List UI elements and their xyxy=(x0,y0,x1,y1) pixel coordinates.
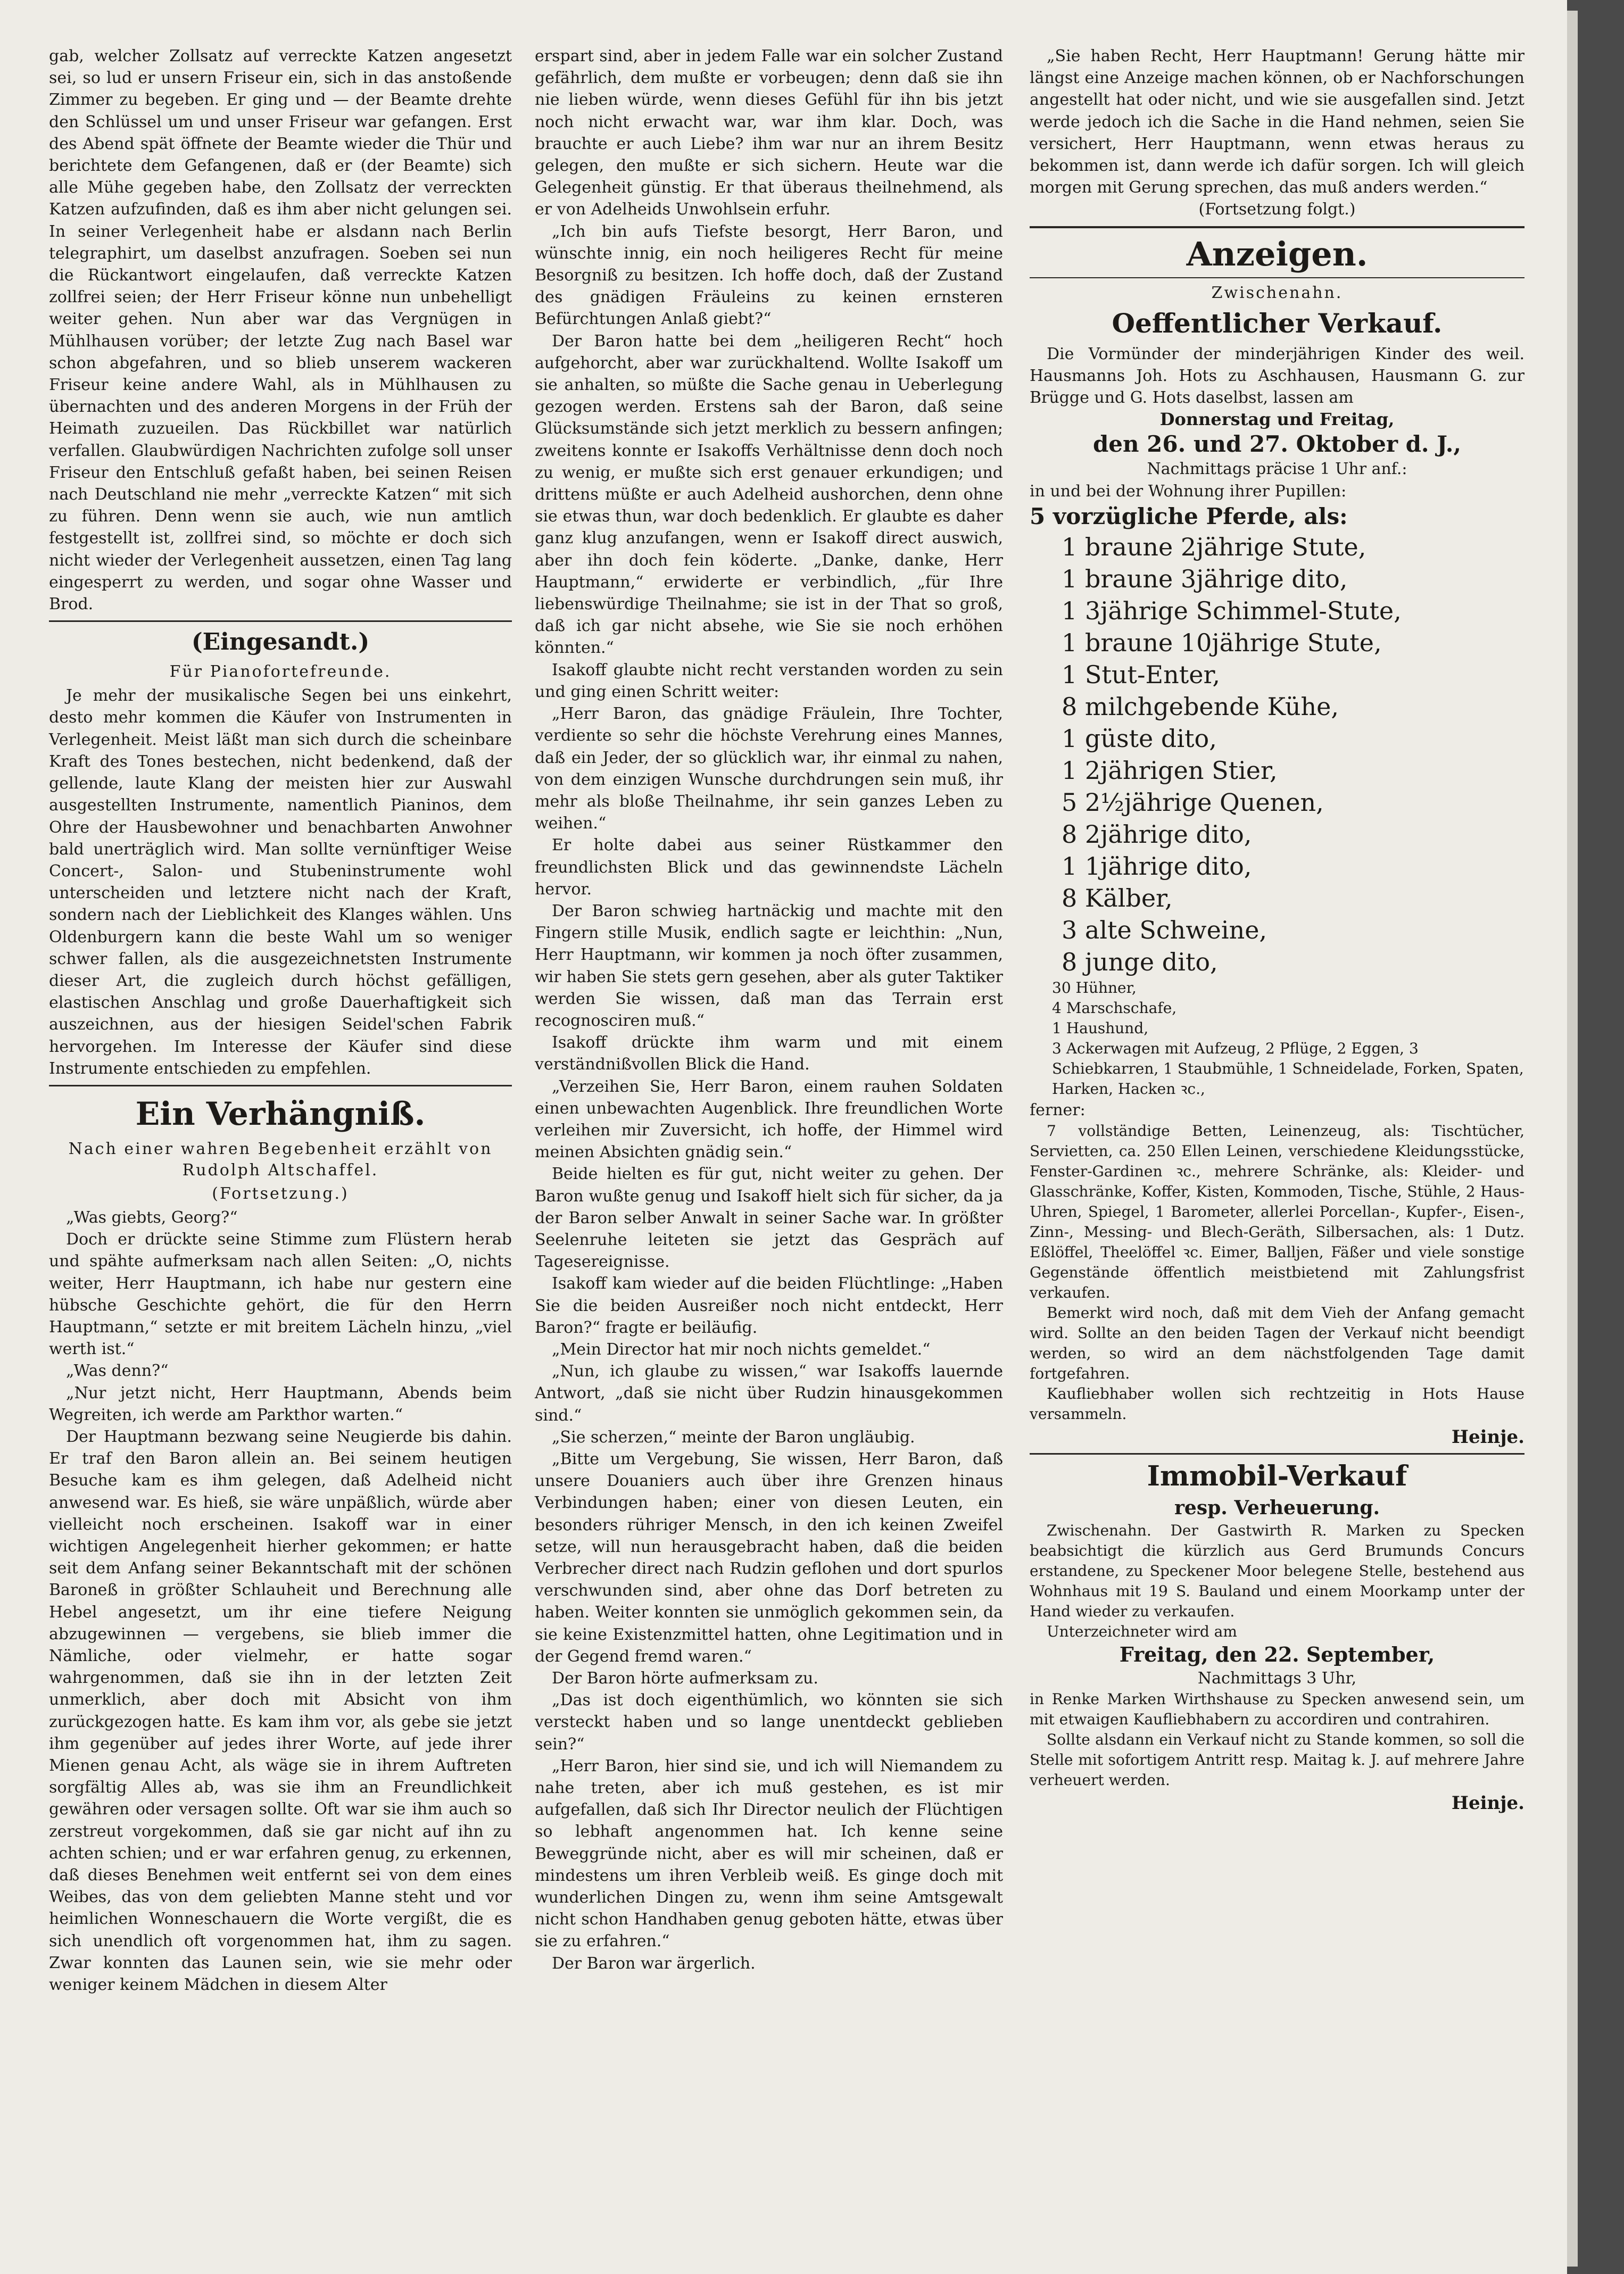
divider xyxy=(49,1085,512,1086)
story-continued-note: (Fortsetzung.) xyxy=(212,1184,349,1203)
ad-day: Donnerstag und Freitag, xyxy=(1159,409,1395,430)
story-paragraph: Er holte dabei aus seiner Rüstkammer den freundlichsten Blick und das gewinnendste Lächeln hervor. xyxy=(535,836,1003,899)
story-paragraph: Der Baron hatte bei dem „heiligeren Recht“ hoch aufgehorcht, aber war zurückhaltend. Wollte Isakoff um sie anhalten, so müßte die Sache genau in Ueberlegung gezogen werden. Erstens sah der Baron, daß seine Glücksumstände sich jetzt merklich zu bessern anfingen; zweitens konnte er Isakoffs Verhältnisse denn doch noch zu wenig, er mußte sich erst genauer erkundigen; und drittens müßte er auch Adelheid aushorchen, denn ohne sie etwas thun, war doch bedenklich. Er glaubte es daher ganz klug anzufangen, wenn er Isakoff direct auswich, aber ihn doch fein köderte. „Danke, danke, Herr Hauptmann,“ erwiderte er verbindlich, „für Ihre liebenswürdige Theilnahme; sie ist in der That so groß, daß ich gar nicht absehe, wie Sie sie noch erhöhen könnten.“ xyxy=(535,331,1003,658)
story-paragraph: „Was denn?“ xyxy=(66,1362,169,1381)
story-ending: „Sie haben Recht, Herr Hauptmann! Gerung hätte mir längst eine Anzeige machen können, ob er Nachforschungen angestellt hat oder nicht, und wie sie ausgefallen sind. Jetzt werde jedoch ich die Sache in die Hand nehmen, seien Sie versichert, Herr Hauptmann, wenn etwas heraus zu bekommen ist, dann werde ich dafür sorgen. Ich will gleich morgen mit Gerung sprechen, das muß anders werden.“ xyxy=(1030,47,1524,197)
ad-household-items: 7 vollständige Betten, Leinenzeug, als: Tischtücher, Servietten, ca. 250 Ellen Leinen, verschiedene Kleidungsstücke, Fenster-Gardinen ꝛc., mehrere Schränke, als: Kleider- und Glasschränke, Koffer, Kisten, Kommoden, Tische, Stühle, 2 Haus-Uhren, Spiegel, 1 Barometer, allerlei Porcellan-, Kupfer-, Eisen-, Zinn-, Messing- und Blech-Geräth, Silbersachen, als: 1 Dutz. Eßlöffel, Theelöffel ꝛc. Eimer, Balljen, Fäßer und viele sonstige Gegenstände öffentlich meistbietend mit Zahlungsfrist verkaufen. xyxy=(1030,1122,1524,1302)
ad-subtitle: resp. Verheuerung. xyxy=(1174,1497,1380,1520)
story-paragraph: „Ich bin aufs Tiefste besorgt, Herr Baron, und wünschte innig, ein noch heiligeres Recht für meine Besorgniß zu besitzen. Ich hoffe doch, daß der Zustand des gnädigen Fräuleins zu keinen ernsteren Befürchtungen Anlaß giebt?“ xyxy=(535,222,1003,329)
ad-property-sale xyxy=(1030,1460,1524,1814)
divider xyxy=(1030,277,1524,278)
story-title: Ein Verhängniß. xyxy=(135,1095,426,1133)
lot-item: 4 Marschschafe, xyxy=(1052,999,1177,1017)
divider xyxy=(1030,1453,1524,1455)
story-paragraph: Isakoff kam wieder auf die beiden Flüchtlinge: „Haben Sie die beiden Ausreißer noch nicht entdeckt, Herr Baron?“ fragte er beiläufig. xyxy=(535,1274,1003,1337)
divider xyxy=(1030,226,1524,228)
lot-item: 1 3jährige Schimmel-Stute, xyxy=(1062,596,1402,625)
ad-ferner-label: ferner: xyxy=(1030,1100,1086,1119)
story-paragraph: „Herr Baron, hier sind sie, und ich will Niemandem zu nahe treten, aber ich muß gestehen, es ist mir aufgefallen, daß sich Ihr Director neulich der Flüchtigen so lebhaft angenommen hat. Ich kenne seine Beweggründe nicht, aber es will mir scheinen, daß er mindestens um ihren Verbleib weiß. Es ginge doch mit wunderlichen Dingen zu, wenn ihm seine Amtsgewalt nicht schon Handhaben genug geboten hätte, etwas über sie zu erfahren.“ xyxy=(535,1756,1003,1951)
lot-item: 1 Haushund, xyxy=(1052,1019,1149,1037)
story-paragraph: „Das ist doch eigenthümlich, wo könnten sie sich versteckt haben und so lange unentdeckt geblieben sein?“ xyxy=(535,1691,1003,1754)
ad-note: Sollte alsdann ein Verkauf nicht zu Stande kommen, so soll die Stelle mit sofortigem Antritt resp. Maitag k. J. auf mehrere Jahre verheuert werden. xyxy=(1030,1731,1524,1789)
story-paragraph: „Verzeihen Sie, Herr Baron, einem rauhen Soldaten einen unbewachten Augenblick. Ihre freundlichen Worte verleihen mir Zuversicht, ich hoffe, der Himmel wird meinen Absichten gnädig sein.“ xyxy=(535,1077,1003,1162)
lot-item: 1 güste dito, xyxy=(1062,724,1217,753)
lot-item: 1 2jährigen Stier, xyxy=(1062,756,1278,785)
story-paragraph: Doch er drückte seine Stimme zum Flüstern herab und spähte aufmerksam nach allen Seiten: „O, nichts weiter, Herr Hauptmann, ich habe nur gestern eine hübsche Geschichte gehört, die für den Herrn Hauptmann,“ setzte er mit breitem Lächeln hinzu, „viel werth ist.“ xyxy=(49,1230,512,1359)
story-paragraph: „Herr Baron, das gnädige Fräulein, Ihre Tochter, verdiente so sehr die höchste Verehrung eines Mannes, daß ein Jeder, der so glücklich war, ihr einmal zu nahen, von dem einzigen Wunsche durchdrungen sein muß, ihr mehr als bloße Theilnahme, ihr sein ganzes Leben zu weihen.“ xyxy=(535,704,1003,833)
column-1 xyxy=(49,45,512,1996)
ad-title: Oeffentlicher Verkauf. xyxy=(1112,307,1443,339)
eingesandt-title: (Eingesandt.) xyxy=(191,628,370,656)
lot-item: 1 Stut-Enter, xyxy=(1062,660,1221,689)
story-paragraph: Der Hauptmann bezwang seine Neugierde bis dahin. Er traf den Baron allein an. Bei seinem heutigen Besuche kam es ihm gelegen, daß Adelheid nicht anwesend war. Es hieß, sie wäre unpäßlich, würde aber vielleicht noch erscheinen. Isakoff war in einer wichtigen Angelegenheit hierher gekommen; er hatte seit dem Anfang seiner Bekanntschaft mit der schönen Baroneß in größter Schlauheit und Berechnung alle Hebel angesetzt, um ihr eine tiefere Neigung abzugewinnen — vergebens, sie blieb immer die Nämliche, oder vielmehr, er hatte sogar wahrgenommen, daß sie ihn in der letzten Zeit unmerklich, aber doch mit Absicht von ihm zurückgezogen hatte. Es kam ihm vor, als gebe sie jetzt ihm gegenüber auf jedes ihrer Worte, auf jede ihrer Mienen genau Acht, als wäge sie in ihrem Auftreten sorgfältig Alles ab, was sie ihm an Freundlichkeit gewähren oder versagen sollte. Oft war sie ihm auch so zerstreut vorgekommen, daß sie gar nicht auf ihn zu achten schien; und er war erfahren genug, zu erkennen, daß dieses Benehmen weit entfernt sei von dem eines Weibes, das von dem geliebten Manne steht und vor heimlichen Wonneschauern die Worte vergißt, die es sich unendlich oft vorgenommen hat, ihm zu sagen. Zwar konnten das Launen sein, wie sie mehr oder weniger keinem Mädchen in diesem Alter xyxy=(49,1427,512,1995)
ad-signature: Heinje. xyxy=(1451,1426,1524,1448)
story-paragraph: erspart sind, aber in jedem Falle war ein solcher Zustand gefährlich, dem mußte er vorbeugen; denn daß sie ihn nie lieben würde, wenn dieses Gefühl für ihn bis jetzt noch nicht erwacht war, war ihm klar. Doch, was brauchte er auch Liebe? ihm war nur an ihrem Besitz gelegen, den mußte er sich sichern. Heute war die Gelegenheit günstig. Er that überaus theilnehmend, als er von Adelheids Unwohlsein erfuhr. xyxy=(535,47,1003,219)
divider xyxy=(49,620,512,622)
story-paragraph: Der Baron hörte aufmerksam zu. xyxy=(552,1669,818,1688)
ad-location: in und bei der Wohnung ihrer Pupillen: xyxy=(1030,482,1347,501)
page-edge-strip xyxy=(1567,11,1578,2267)
lot-item: 1 braune 10jährige Stute, xyxy=(1062,628,1382,657)
ad-note: Bemerkt wird noch, daß mit dem Vieh der Anfang gemacht wird. Sollte an den beiden Tagen der Verkauf nicht beendigt werden, so wird an dem nächstfolgenden Tage damit fortgefahren. xyxy=(1030,1304,1524,1383)
eingesandt-subtitle: Für Pianofortefreunde. xyxy=(169,662,392,682)
ad-date: den 26. und 27. Oktober d. J., xyxy=(1092,431,1462,458)
lot-item: 30 Hühner, xyxy=(1052,978,1137,997)
story-paragraph: „Bitte um Vergebung, Sie wissen, Herr Baron, daß unsere Douaniers auch über ihre Grenzen hinaus Verbindungen haben; einer von diesen Leuten, ein besonders rühriger Mensch, in den ich keinen Zweifel setze, will nun herausgebracht haben, daß die beiden Verbrecher direct nach Rudzin geflohen und dort spurlos verschwunden sind, aber ohne das Dorf betreten zu haben. Weiter konnten sie unmöglich gekommen sein, da sie keine Existenzmittel hatten, ohne Legitimation und in der Gegend fremd waren.“ xyxy=(535,1450,1003,1666)
story-paragraph: Der Baron war ärgerlich. xyxy=(552,1954,756,1973)
column-3 xyxy=(1030,45,1524,1816)
column-2 xyxy=(535,45,1003,1974)
story-paragraph: Isakoff drückte ihm warm und mit einem verständnißvollen Blick die Hand. xyxy=(535,1033,1003,1074)
lot-item: 1 braune 3jährige dito, xyxy=(1062,564,1348,593)
story-paragraph: „Was giebts, Georg?“ xyxy=(66,1208,238,1227)
ad-time: Nachmittags 3 Uhr, xyxy=(1197,1669,1357,1688)
ad-signature: Heinje. xyxy=(1451,1792,1524,1814)
story-byline: Nach einer wahren Begebenheit erzählt von Rudolph Altschaffel. xyxy=(68,1139,493,1180)
lot-item: 1 braune 2jährige Stute, xyxy=(1062,532,1366,561)
lot-list-small xyxy=(1030,978,1524,1099)
ad-time: Nachmittags präcise 1 Uhr anf.: xyxy=(1147,460,1407,479)
lot-item: 1 1jährige dito, xyxy=(1062,851,1252,881)
story-paragraph: Isakoff glaubte nicht recht verstanden worden zu sein und ging einen Schritt weiter: xyxy=(535,660,1003,701)
ad-date: Freitag, den 22. September, xyxy=(1119,1642,1435,1667)
ad-buyers: Kaufliebhaber wollen sich rechtzeitig in Hots Hause versammeln. xyxy=(1030,1385,1524,1423)
story-paragraph: „Sie scherzen,“ meinte der Baron ungläubig. xyxy=(552,1428,915,1447)
lot-item: 3 alte Schweine, xyxy=(1062,915,1267,944)
lot-list-large xyxy=(1030,531,1524,978)
story-continuation: gab, welcher Zollsatz auf verreckte Katzen angesetzt sei, so lud er unsern Friseur ein, sich in das anstoßende Zimmer zu begeben. Er ging und — der Beamte drehte den Schlüssel um und unser Friseur war gefangen. Erst des Abend spät öffnete der Beamte wieder die Thür und berichtete dem Gefangenen, daß er (der Beamte) sich alle Mühe gegeben habe, den Zollsatz der verreckten Katzen aufzufinden, daß es ihm aber nicht gelungen sei. In seiner Verlegenheit habe er alsdann nach Berlin telegraphirt, um daselbst anzufragen. Soeben sei nun die Rückantwort eingelaufen, daß verreckte Katzen zollfrei seien; der Herr Friseur könne nun unbehelligt weiter gehen. Nun aber war das Vergnügen in Mühlhausen vorüber; der letzte Zug nach Basel war schon abgefahren, und so blieb unserem wackeren Friseur keine andere Wahl, als in Mühlhausen zu übernachten und des anderen Morgens in der Früh der Heimath zuzueilen. Das Rückbillet war natürlich verfallen. Glaubwürdigen Nachrichten zufolge soll unser Friseur den Entschluß gefaßt haben, bei seinen Reisen nach Deutschland nie mehr „verreckte Katzen“ mit sich zu führen. Denn wenn sie auch, wie nun amtlich festgestellt ist, zollfrei sind, so möchte er doch sich nicht wieder der Verlegenheit aussetzen, einen Tag lang eingesperrt zu werden, und sogar ohne Wasser und Brod. xyxy=(49,47,512,614)
ad-location: in Renke Marken Wirthshause zu Specken anwesend sein, um mit etwaigen Kaufliebhabern zu accordiren und contrahiren. xyxy=(1030,1690,1524,1729)
lot-item: 8 2jährige dito, xyxy=(1062,819,1252,849)
story-paragraph: Der Baron schwieg hartnäckig und machte mit den Fingern stille Musik, endlich sagte er leichthin: „Nun, Herr Hauptmann, wir kommen ja noch öfter zusammen, wir haben Sie stets gern gesehen, aber als guter Taktiker werden Sie wissen, daß man das Terrain erst recognosciren muß.“ xyxy=(535,901,1003,1030)
story-paragraph: „Nun, ich glaube zu wissen,“ war Isakoffs lauernde Antwort, „daß sie nicht über Rudzin hinausgekommen sind.“ xyxy=(535,1362,1003,1425)
lot-item: 5 2½jährige Quenen, xyxy=(1062,787,1324,817)
ad-public-sale xyxy=(1030,283,1524,1448)
lot-item: 8 milchgebende Kühe, xyxy=(1062,692,1339,721)
story-paragraph: „Mein Director hat mir noch nichts gemeldet.“ xyxy=(552,1340,931,1359)
ad-intro: Die Vormünder der minderjährigen Kinder des weil. Hausmanns Joh. Hots zu Aschhausen, Hausmann G. zur Brügge und G. Hots daselbst, lassen am xyxy=(1030,344,1524,408)
ad-text: Zwischenahn. Der Gastwirth R. Marken zu Specken beabsichtigt die kürzlich aus Gerd Brumunds Concurs erstandene, zu Speckener Moor belegene Stelle, bestehend aus Wohnhaus mit 19 S. Bauland und einem Moorkamp unter der Hand wieder zu verkaufen. xyxy=(1030,1522,1524,1621)
ad-title: Immobil-Verkauf xyxy=(1147,1460,1407,1493)
ad-place: Zwischenahn. xyxy=(1211,283,1343,302)
ad-headline: 5 vorzügliche Pferde, als: xyxy=(1030,503,1348,529)
story-paragraph: Beide hielten es für gut, nicht weiter zu gehen. Der Baron wußte genug und Isakoff hielt sich für sicher, da ja der Baron selber Anwalt in seiner Sache war. In größter Seelenruhe leiteten sie jetzt das Gespräch auf Tagesereignisse. xyxy=(535,1165,1003,1272)
story-paragraph: „Nur jetzt nicht, Herr Hauptmann, Abends beim Wegreiten, ich werde am Parkthor warten.“ xyxy=(49,1383,512,1424)
lot-item: 8 Kälber, xyxy=(1062,883,1173,912)
eingesandt-text: Je mehr der musikalische Segen bei uns einkehrt, desto mehr kommen die Käufer von Instrumenten in Verlegenheit. Meist läßt man sich durch die scheinbare Kraft des Tones bestechen, nicht bedenkend, daß der gellende, laute Klang der meisten hier zur Auswahl ausgestellten Instrumente, namentlich Pianinos, dem Ohre der Hausbewohner und benachbarten Anwohner bald unerträglich wird. Man sollte vernünftiger Weise Concert-, Salon- und Stubeninstrumente wohl unterscheiden und letztere nicht nach der Kraft, sondern nach der Lieblichkeit des Klanges wählen. Uns Oldenburgern kann die beste Wahl um so weniger schwer fallen, als die ausgezeichnetsten Instrumente dieser Art, die zugleich durch höchst gefälligen, elastischen Anschlag und große Dauerhaftigkeit sich auszeichnen, aus der hiesigen Seidel'schen Fabrik hervorgehen. Im Interesse der Käufer sind diese Instrumente entschieden zu empfehlen. xyxy=(49,686,512,1078)
ads-heading: Anzeigen. xyxy=(1186,234,1368,273)
ad-undersigned: Unterzeichneter wird am xyxy=(1047,1623,1237,1641)
lot-item: 3 Ackerwagen mit Aufzeug, 2 Pflüge, 2 Eggen, 3 Schiebkarren, 1 Staubmühle, 1 Schneidelade, Forken, Spaten, Harken, Hacken ꝛc., xyxy=(1052,1039,1524,1098)
continued-note: (Fortsetzung folgt.) xyxy=(1198,200,1356,219)
lot-item: 8 junge dito, xyxy=(1062,947,1218,976)
